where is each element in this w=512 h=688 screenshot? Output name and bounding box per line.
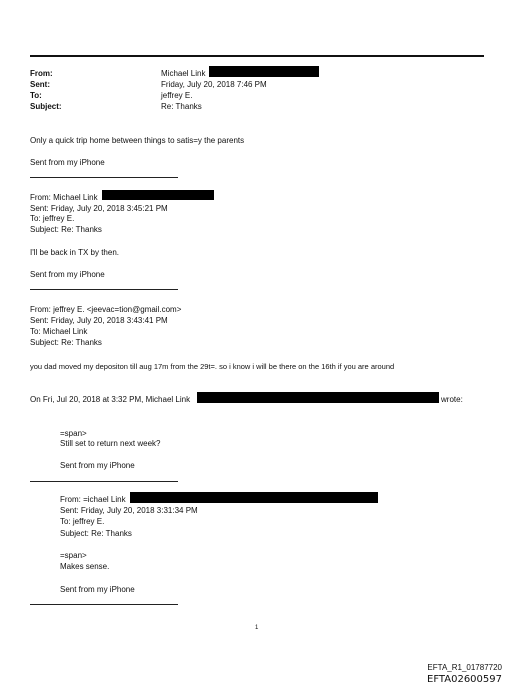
signature: Sent from my iPhone	[60, 585, 135, 594]
to-label: To:	[30, 91, 42, 100]
divider	[30, 604, 178, 605]
sent-label: Sent:	[30, 80, 50, 89]
quoted-from: From: =ichael Link	[60, 495, 126, 504]
message-text: you dad moved my depositon till aug 17m from the 29t=. so i know i will be there on the 16th if you are around	[30, 362, 395, 371]
message-text: Still set to return next week?	[60, 439, 161, 448]
divider	[30, 289, 178, 290]
redaction-box	[130, 492, 378, 503]
page-number: 1	[255, 625, 259, 631]
sent-value: Friday, July 20, 2018 7:46 PM	[161, 80, 267, 89]
bates-number: EFTA02600597	[427, 674, 502, 685]
quoted-subject: Subject: Re: Thanks	[30, 338, 102, 347]
divider	[30, 177, 178, 178]
to-value: jeffrey E.	[161, 91, 193, 100]
quoted-sent: Sent: Friday, July 20, 2018 3:43:41 PM	[30, 316, 168, 325]
quoted-from: From: Michael Link	[30, 193, 98, 202]
span-marker: =span>	[60, 551, 87, 560]
signature: Sent from my iPhone	[60, 461, 135, 470]
subject-label: Subject:	[30, 102, 62, 111]
quoted-sent: Sent: Friday, July 20, 2018 3:45:21 PM	[30, 204, 168, 213]
quoted-to: To: Michael Link	[30, 327, 88, 336]
quoted-sent: Sent: Friday, July 20, 2018 3:31:34 PM	[60, 506, 198, 515]
redaction-box	[197, 392, 439, 403]
quoted-to: To: jeffrey E.	[30, 214, 75, 223]
reply-attribution: On Fri, Jul 20, 2018 at 3:32 PM, Michael Link	[30, 395, 191, 404]
header-rule	[30, 55, 484, 57]
signature: Sent from my iPhone	[30, 270, 105, 279]
from-value: Michael Link	[161, 69, 206, 78]
span-marker: =span>	[60, 429, 87, 438]
reply-attribution-suffix: wrote:	[441, 395, 463, 404]
message-text: Makes sense.	[60, 562, 110, 571]
bates-number: EFTA_R1_01787720	[427, 663, 502, 672]
divider	[30, 481, 178, 482]
message-text: I'll be back in TX by then.	[30, 248, 119, 257]
message-text: Only a quick trip home between things to satis=y the parents	[30, 136, 245, 145]
quoted-subject: Subject: Re: Thanks	[60, 529, 132, 538]
quoted-subject: Subject: Re: Thanks	[30, 225, 102, 234]
subject-value: Re: Thanks	[161, 102, 202, 111]
redaction-box	[209, 66, 319, 77]
signature: Sent from my iPhone	[30, 158, 105, 167]
quoted-from: From: jeffrey E. <jeevac=tion@gmail.com>	[30, 305, 182, 314]
from-label: From:	[30, 69, 53, 78]
redaction-box	[102, 190, 214, 200]
quoted-to: To: jeffrey E.	[60, 517, 105, 526]
